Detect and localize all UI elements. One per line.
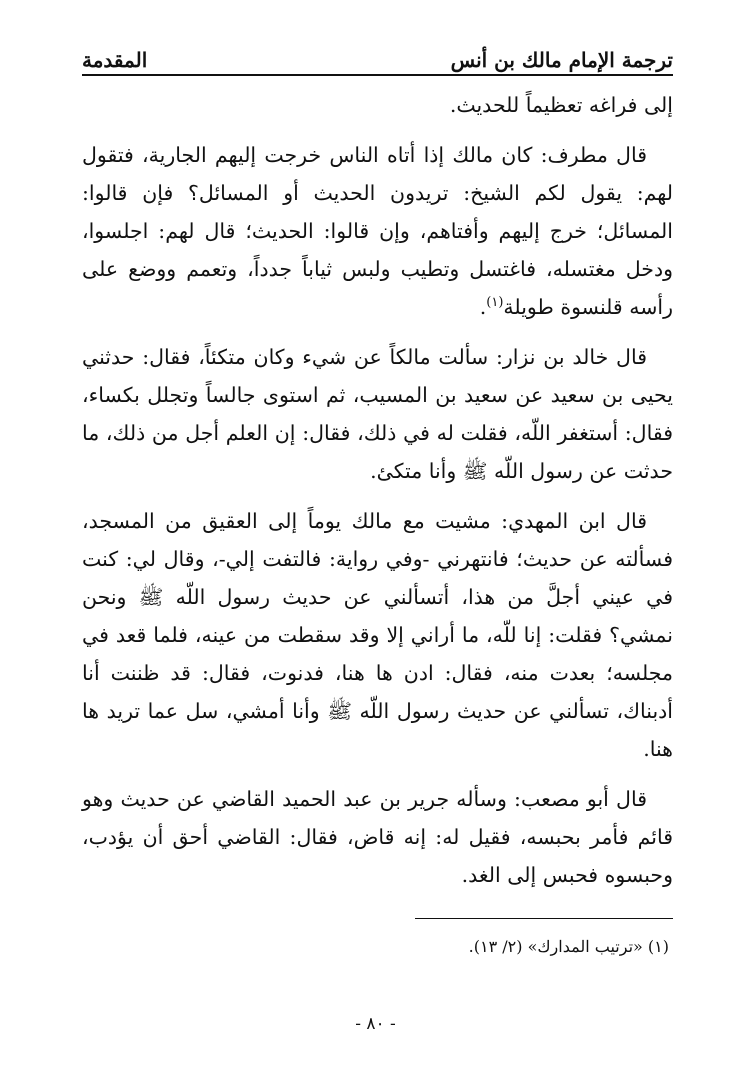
main-text <box>82 86 673 906</box>
footnote-rule <box>415 918 673 919</box>
section-title: المقدمة <box>82 48 148 72</box>
header-rule <box>82 74 673 76</box>
paragraph-4: قال ابن المهدي: مشيت مع مالك يوماً إلى العقيق من المسجد، فسألته عن حديث؛ فانتهرني -وفي رواية: فالتفت إلي-، وقال لي: كنت في عيني أجلَّ من هذا، أتسألني عن حديث رسول اللّه ﷺ ونحن نمشي؟ فقلت: إنا للّه، ما أراني إلا وقد سقطت من عينه، فلما قعد في مجلسه؛ بعدت منه، فقال: ادن ها هنا، فدنوت، فقال: قد ظننت أنا أدبناك، تسألني عن حديث رسول اللّه ﷺ وأنا أمشي، سل عما تريد ها هنا. <box>82 509 673 761</box>
paragraph-3: قال خالد بن نزار: سألت مالكاً عن شيء وكان متكئاً، فقال: حدثني يحيى بن سعيد عن سعيد بن المسيب، ثم استوى جالساً وتجلل بكساء، فقال: أستغفر اللّه، فقلت له في ذلك، فقال: إن العلم أجل من ذلك، ما حدثت عن رسول اللّه ﷺ وأنا متكئ. <box>82 345 673 483</box>
paragraph-2 <box>82 136 673 326</box>
paragraph-2-text: قال مطرف: كان مالك إذا أتاه الناس خرجت إليهم الجارية، فتقول لهم: يقول لكم الشيخ: تريدون الحديث أو المسائل؟ فإن قالوا: المسائل؛ خرج إليهم وأفتاهم، وإن قالوا: الحديث؛ قال لهم: اجلسوا، ودخل مغتسله، فاغتسل وتطيب ولبس ثياباً جدداً، وتعمم ووضع على رأسه قلنسوة طويلة <box>82 143 673 319</box>
book-title: ترجمة الإمام مالك بن أنس <box>450 48 673 72</box>
paragraph-2-end: . <box>479 295 487 319</box>
page-number: - ٨٠ - <box>355 1014 396 1034</box>
footnote-ref: (١) <box>486 295 504 311</box>
paragraph-5: قال أبو مصعب: وسأله جرير بن عبد الحميد القاضي عن حديث وهو قائم فأمر بحبسه، فقيل له: إنه قاض، فقال: القاضي أحق أن يؤدب، وحبسوه فحبس إلى الغد. <box>82 787 673 887</box>
paragraph-1: إلى فراغه تعظيماً للحديث. <box>449 93 673 117</box>
running-header <box>82 38 673 72</box>
footnote: (١) «ترتيب المدارك» (٢/ ١٣). <box>468 937 669 956</box>
